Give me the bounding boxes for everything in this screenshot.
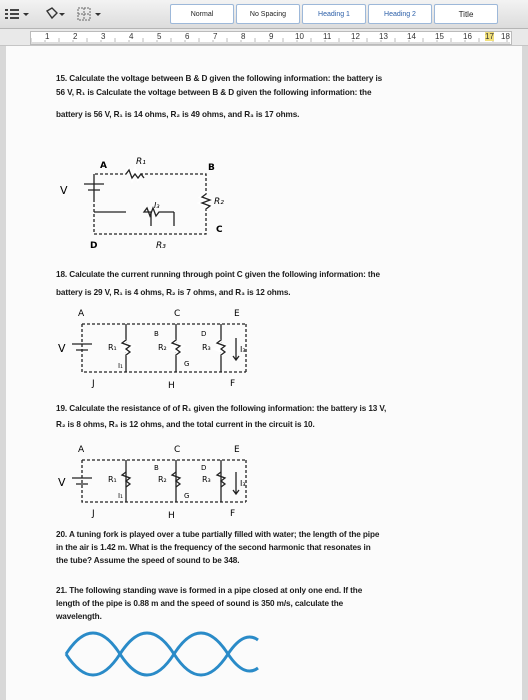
ruler-number: 8 (241, 32, 246, 41)
circuit1-label-r3: R₃ (156, 241, 166, 251)
circuit3-label-c: C (174, 445, 181, 455)
circuit-diagram-3 (56, 442, 286, 522)
borders-button[interactable] (76, 6, 106, 22)
question-20-line-1: 20. A tuning fork is played over a tube partially filled with water; the length of the pipe (56, 530, 380, 539)
borders-icon (76, 7, 106, 21)
circuit3-label-h: H (168, 511, 175, 521)
question-20-line-3: the tube? Assume the speed of sound to be 348. (56, 556, 240, 565)
question-20-line-2: in the air is 1.42 m. What is the frequency of the second harmonic that resonates in (56, 543, 371, 552)
ruler-number: 16 (463, 32, 472, 41)
list-style-button[interactable] (4, 6, 30, 22)
circuit1-label-r1: R₁ (136, 157, 146, 167)
question-18-line-1: 18. Calculate the current running through point C given the following information: the (56, 270, 380, 279)
circuit2-label-r3: R₃ (202, 343, 211, 352)
circuit2-label-r2: R₂ (158, 343, 167, 352)
circuit3-label-r2: R₂ (158, 475, 167, 484)
ruler-number: 3 (101, 32, 106, 41)
ruler-number: 13 (379, 32, 388, 41)
document-page[interactable] (6, 46, 522, 700)
ruler-number: 4 (129, 32, 134, 41)
question-15-line-3: battery is 56 V, R₁ is 14 ohms, R₂ is 49 ohms, and R₃ is 17 ohms. (56, 110, 300, 119)
style-heading-1[interactable]: Heading 1 (302, 4, 366, 24)
circuit3-label-i1: I₁ (118, 492, 123, 500)
style-title[interactable]: Title (434, 4, 498, 24)
circuit3-label-b: B (154, 464, 159, 472)
circuit3-label-r1: R₁ (108, 475, 117, 484)
circuit-diagram-1 (56, 154, 246, 254)
circuit3-label-d: D (201, 464, 207, 472)
circuit2-label-a: A (78, 309, 85, 319)
circuit1-label-v: V (60, 184, 68, 197)
style-no-spacing[interactable]: No Spacing (236, 4, 300, 24)
circuit1-label-b: B (208, 163, 215, 173)
circuit2-label-i1: I₁ (118, 362, 123, 370)
circuit2-label-h: H (168, 381, 175, 391)
ruler-number: 15 (435, 32, 444, 41)
shading-button[interactable] (44, 6, 66, 22)
circuit-diagram-2 (56, 304, 286, 394)
circuit2-label-c: C (174, 309, 181, 319)
ruler-number: 9 (269, 32, 274, 41)
question-18-line-2: battery is 29 V, R₁ is 4 ohms, R₂ is 7 ohms, and R₃ is 12 ohms. (56, 288, 291, 297)
style-heading-2[interactable]: Heading 2 (368, 4, 432, 24)
circuit2-label-b: B (154, 330, 159, 338)
ruler-number: 5 (157, 32, 162, 41)
question-21-line-2: length of the pipe is 0.88 m and the speed of sound is 350 m/s, calculate the (56, 599, 344, 608)
circuit1-label-i3: I₃ (154, 201, 160, 210)
standing-wave-diagram (62, 630, 262, 678)
list-icon (4, 7, 30, 21)
circuit3-label-g: G (184, 492, 190, 500)
ruler-number: 6 (185, 32, 190, 41)
circuit1-label-d: D (90, 241, 98, 251)
circuit2-label-j: J (92, 379, 95, 389)
question-21-line-3: wavelength. (56, 612, 102, 621)
circuit3-label-f: F (230, 509, 236, 519)
circuit3-label-i3: I₃ (240, 479, 246, 488)
circuit2-label-g: G (184, 360, 190, 368)
ribbon-toolbar (0, 0, 528, 29)
circuit1-label-r2: R₂ (214, 197, 224, 207)
question-15-line-1: 15. Calculate the voltage between B & D given the following information: the battery is (56, 74, 383, 83)
paint-bucket-icon (44, 7, 66, 21)
styles-gallery (170, 4, 498, 24)
ruler-number: 12 (351, 32, 360, 41)
horizontal-ruler[interactable] (0, 29, 528, 46)
ruler-number: 2 (73, 32, 78, 41)
question-15-line-2: 56 V, R₁ is Calculate the voltage between B & D given the following information: the (56, 88, 372, 97)
ruler-scale (30, 31, 512, 45)
circuit1-label-a: A (100, 161, 107, 171)
circuit3-label-e: E (234, 445, 240, 455)
circuit2-label-r1: R₁ (108, 343, 117, 352)
circuit2-label-v: V (58, 342, 66, 355)
ruler-number: 10 (295, 32, 304, 41)
question-19-line-1: 19. Calculate the resistance of of R₁ given the following information: the battery is 13 V, (56, 404, 387, 413)
ruler-number: 17 (485, 32, 494, 41)
ruler-number: 14 (407, 32, 416, 41)
circuit2-label-d: D (201, 330, 207, 338)
question-21-line-1: 21. The following standing wave is formed in a pipe closed at only one end. If the (56, 586, 363, 595)
ruler-number: 1 (45, 32, 50, 41)
circuit3-label-a: A (78, 445, 85, 455)
circuit3-label-r3: R₃ (202, 475, 211, 484)
circuit3-label-j: J (92, 509, 95, 519)
circuit3-label-v: V (58, 476, 66, 489)
circuit2-label-i3: I₃ (240, 345, 246, 354)
circuit2-label-f: F (230, 379, 236, 389)
ruler-number: 7 (213, 32, 218, 41)
ruler-number: 18 (501, 32, 510, 41)
ruler-number: 11 (323, 32, 332, 41)
circuit1-label-c: C (216, 225, 223, 235)
style-normal[interactable]: Normal (170, 4, 234, 24)
circuit2-label-e: E (234, 309, 240, 319)
question-19-line-2: R₂ is 8 ohms, R₃ is 12 ohms, and the total current in the circuit is 10. (56, 420, 315, 429)
